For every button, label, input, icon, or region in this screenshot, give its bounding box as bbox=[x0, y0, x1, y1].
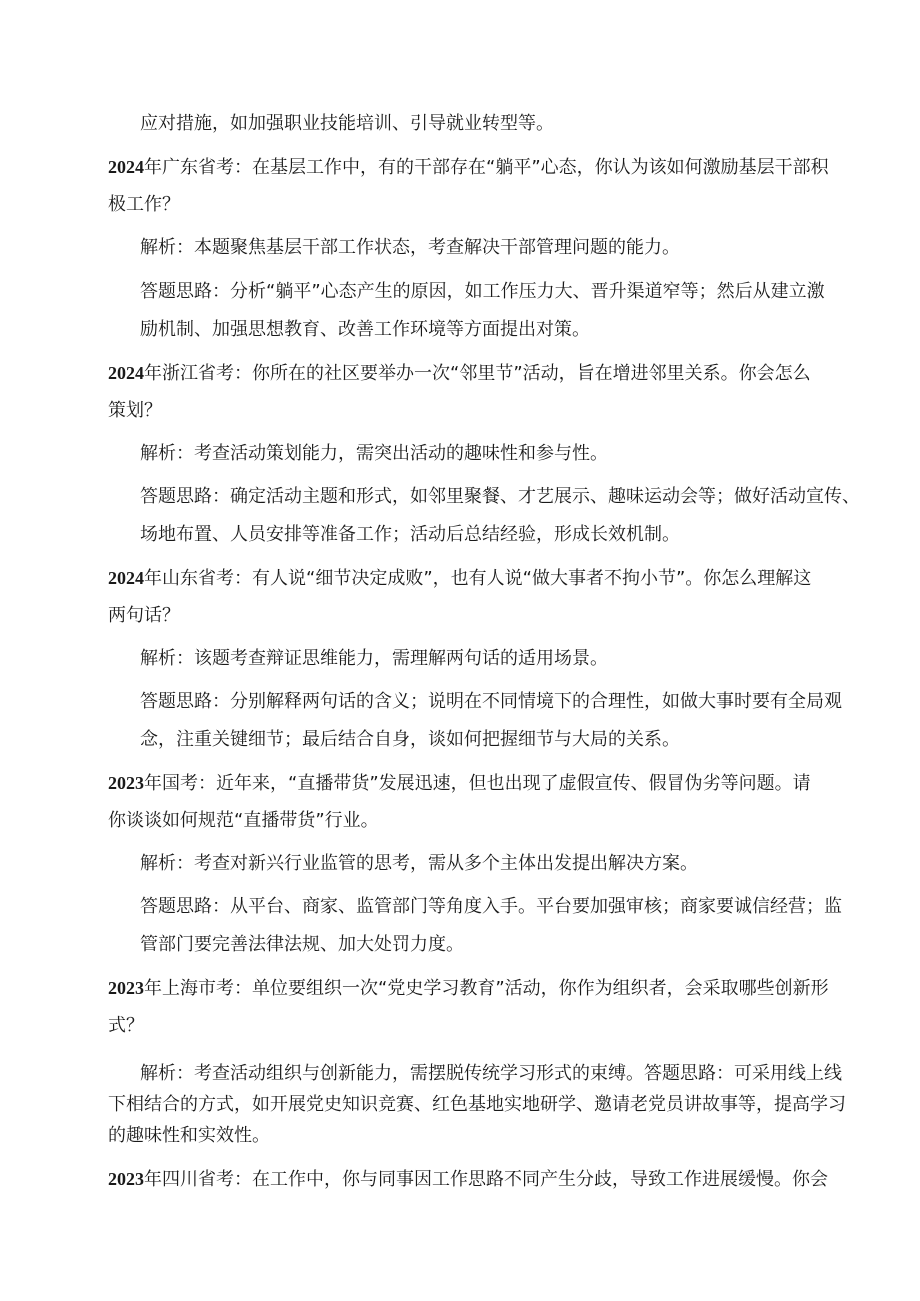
question-3-line-2: 两句话？ bbox=[108, 605, 180, 626]
question-5-line-1 bbox=[108, 976, 829, 1001]
question-4-text: 年国考：近年来，“直播带货”发展迅速，但也出现了虚假宣传、假冒伪劣等问题。请 bbox=[144, 773, 811, 794]
question-1-line-2: 极工作？ bbox=[108, 194, 180, 215]
question-5-paragraph-line-2: 下相结合的方式，如开展党史知识竞赛、红色基地实地研学、邀请老党员讲故事等，提高学习 bbox=[108, 1094, 846, 1115]
question-5-line-2: 式？ bbox=[108, 1015, 144, 1036]
question-1-year: 2024 bbox=[108, 157, 144, 177]
question-4-analysis: 解析：考查对新兴行业监管的思考，需从多个主体出发提出解决方案。 bbox=[140, 853, 698, 874]
question-3-line-1 bbox=[108, 566, 811, 591]
question-6-text: 年四川省考：在工作中，你与同事因工作思路不同产生分歧，导致工作进展缓慢。你会 bbox=[144, 1169, 828, 1190]
question-1-answer-line-2: 励机制、加强思想教育、改善工作环境等方面提出对策。 bbox=[140, 319, 590, 340]
question-4-year: 2023 bbox=[108, 773, 144, 793]
question-2-answer-line-1: 答题思路：确定活动主题和形式，如邻里聚餐、才艺展示、趣味运动会等；做好活动宣传、 bbox=[140, 486, 860, 507]
question-4-line-2: 你谈谈如何规范“直播带货”行业。 bbox=[108, 810, 379, 831]
question-1-analysis: 解析：本题聚焦基层干部工作状态，考查解决干部管理问题的能力。 bbox=[140, 237, 680, 258]
question-3-answer-line-2: 念，注重关键细节；最后结合自身，谈如何把握细节与大局的关系。 bbox=[140, 729, 680, 750]
question-3-answer-line-1: 答题思路：分别解释两句话的含义；说明在不同情境下的合理性，如做大事时要有全局观 bbox=[140, 691, 842, 712]
question-1-line-1 bbox=[108, 155, 829, 180]
question-6-year: 2023 bbox=[108, 1169, 144, 1189]
question-5-year: 2023 bbox=[108, 978, 144, 998]
question-4-answer-line-1: 答题思路：从平台、商家、监管部门等角度入手。平台要加强审核；商家要诚信经营；监 bbox=[140, 896, 842, 917]
question-3-text: 年山东省考：有人说“细节决定成败”，也有人说“做大事者不拘小节”。你怎么理解这 bbox=[144, 568, 812, 589]
question-3-year: 2024 bbox=[108, 568, 144, 588]
question-5-paragraph-line-3: 的趣味性和实效性。 bbox=[108, 1125, 270, 1146]
intro-line: 应对措施，如加强职业技能培训、引导就业转型等。 bbox=[140, 113, 554, 134]
question-1-text: 年广东省考：在基层工作中，有的干部存在“躺平”心态，你认为该如何激励基层干部积 bbox=[144, 157, 829, 178]
question-4-line-1 bbox=[108, 771, 811, 796]
question-2-analysis: 解析：考查活动策划能力，需突出活动的趣味性和参与性。 bbox=[140, 443, 608, 464]
question-2-line-2: 策划？ bbox=[108, 400, 162, 421]
question-2-text: 年浙江省考：你所在的社区要举办一次“邻里节”活动，旨在增进邻里关系。你会怎么 bbox=[144, 363, 811, 384]
question-6-line-1 bbox=[108, 1167, 828, 1192]
question-3-analysis: 解析：该题考查辩证思维能力，需理解两句话的适用场景。 bbox=[140, 648, 608, 669]
question-2-line-1 bbox=[108, 361, 811, 386]
question-5-paragraph-line-1: 解析：考查活动组织与创新能力，需摆脱传统学习形式的束缚。答题思路：可采用线上线 bbox=[140, 1063, 842, 1084]
question-1-answer-line-1: 答题思路：分析“躺平”心态产生的原因，如工作压力大、晋升渠道窄等；然后从建立激 bbox=[140, 281, 825, 302]
question-2-year: 2024 bbox=[108, 363, 144, 383]
question-4-answer-line-2: 管部门要完善法律法规、加大处罚力度。 bbox=[140, 934, 464, 955]
question-5-text: 年上海市考：单位要组织一次“党史学习教育”活动，你作为组织者，会采取哪些创新形 bbox=[144, 978, 829, 999]
question-2-answer-line-2: 场地布置、人员安排等准备工作；活动后总结经验，形成长效机制。 bbox=[140, 524, 680, 545]
